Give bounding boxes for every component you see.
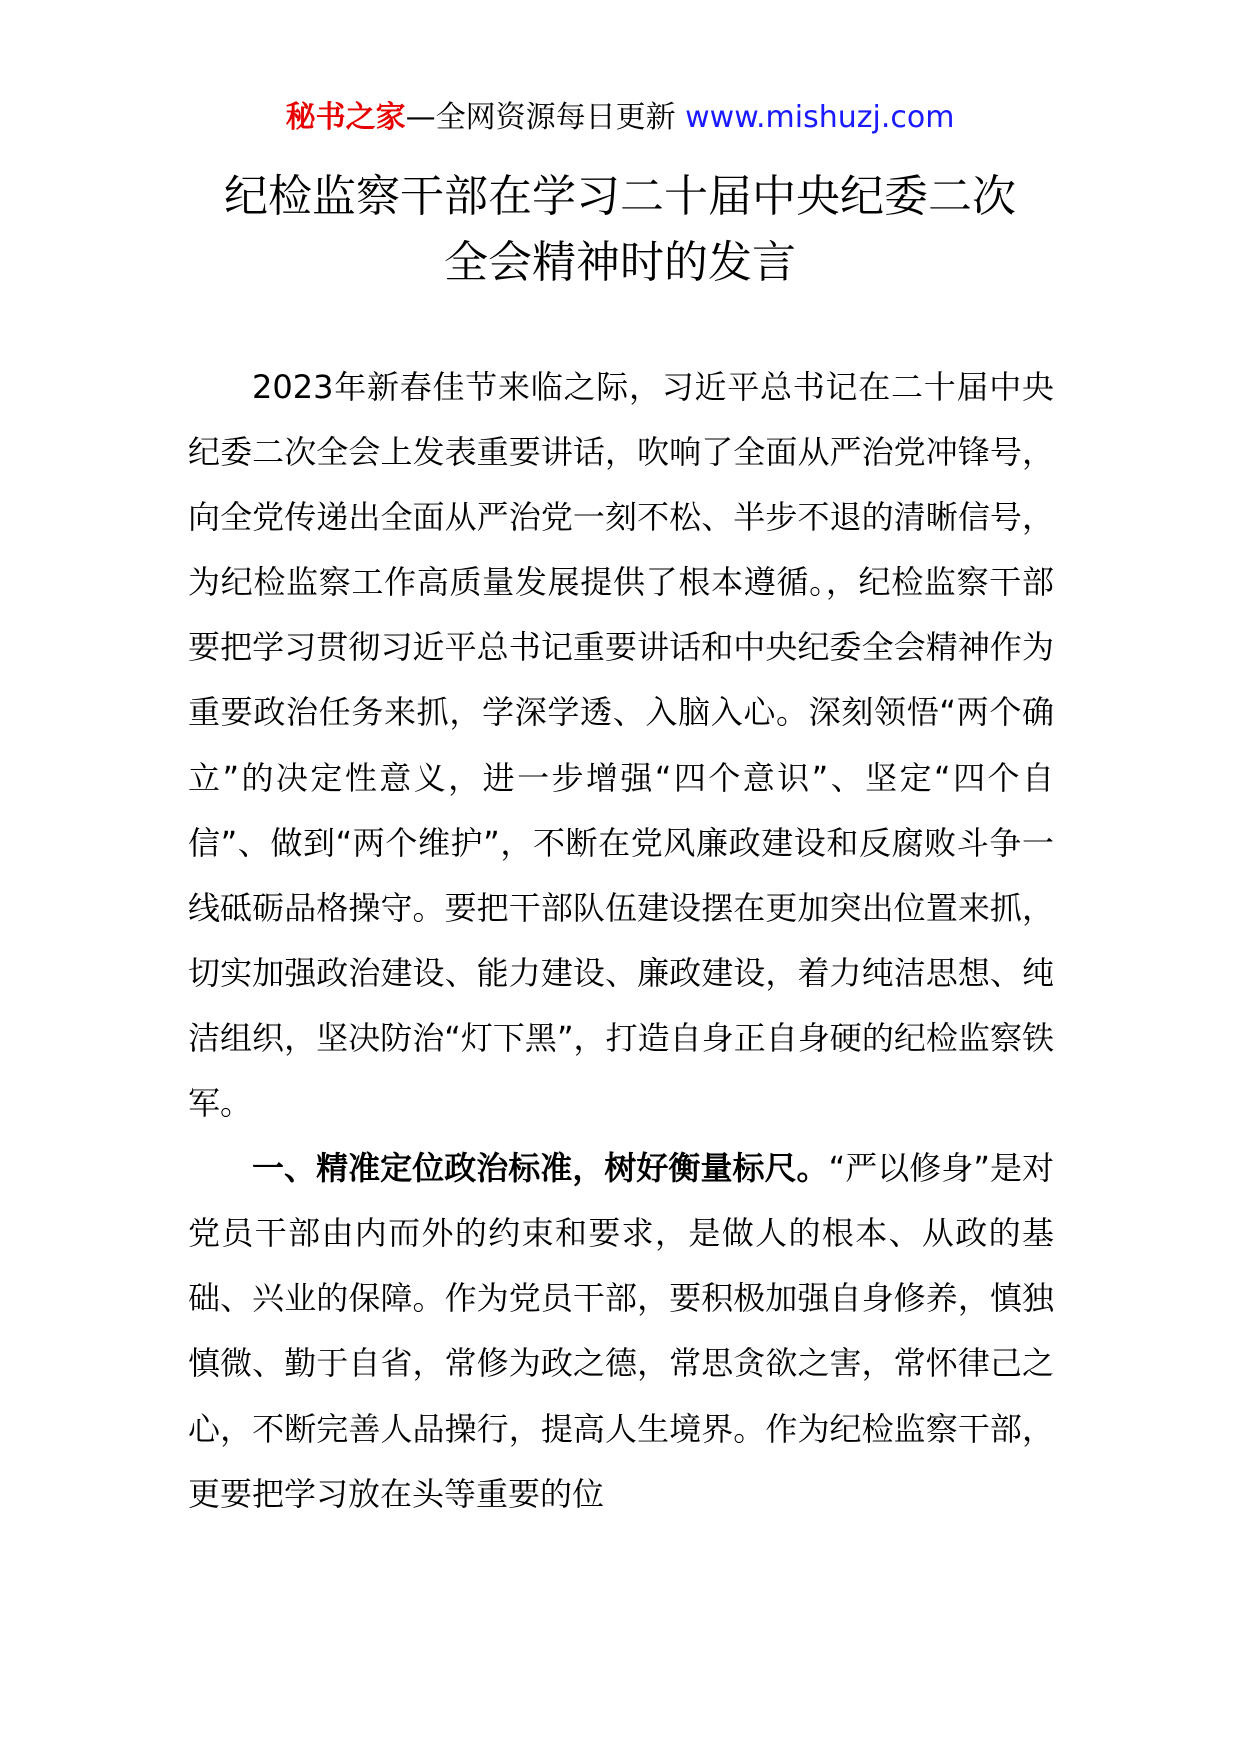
title-line-2: 全会精神时的发言 <box>444 237 796 288</box>
title-line-1: 纪检监察干部在学习二十届中央纪委二次 <box>224 171 1016 222</box>
site-url[interactable]: www.mishuzj.com <box>685 100 955 135</box>
paragraph-intro: 2023年新春佳节来临之际，习近平总书记在二十届中央纪委二次全会上发表重要讲话，吹响了全面从严治党冲锋号，向全党传递出全面从严治党一刻不松、半步不退的清晰信号，为纪检监察工作高质量发展提供了根本遵循。，纪检监察干部要把学习贯彻习近平总书记重要讲话和中央纪委全会精神作为重要政治任务来抓，学深学透、入脑入心。深刻领悟“两个确立”的决定性意义，进一步增强“四个意识”、坚定“四个自信”、做到“两个维护”，不断在党风廉政建设和反腐败斗争一线砥砺品格操守。要把干部队伍建设摆在更加突出位置来抓，切实加强政治建设、能力建设、廉政建设，着力纯洁思想、纯洁组织，坚决防治“灯下黑”，打造自身正自身硬的纪检监察铁军。 <box>188 368 1054 1123</box>
document-header <box>0 98 1240 138</box>
document-body <box>188 355 1054 1527</box>
section-1-heading: 一、精准定位政治标准，树好衡量标尺。 <box>252 1149 829 1188</box>
section-1-text: “严以修身”是对党员干部由内而外的约束和要求，是做人的根本、从政的基础、兴业的保障。作为党员干部，要积极加强自身修养，慎独慎微、勤于自省，常修为政之德，常思贪欲之害，常怀律己之心，不断完善人品操行，提高人生境界。作为纪检监察干部，更要把学习放在头等重要的位 <box>188 1149 1054 1513</box>
paragraph-section-1 <box>188 1136 1054 1527</box>
document-title <box>0 164 1240 296</box>
brand-name: 秘书之家 <box>285 100 406 135</box>
header-tagline: —全网资源每日更新 <box>405 100 686 135</box>
